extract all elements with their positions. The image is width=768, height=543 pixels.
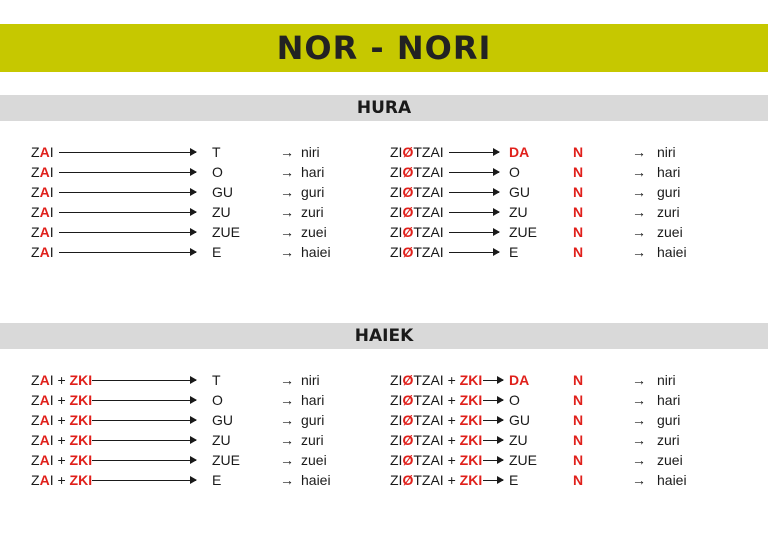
morpheme-part: ZKI — [69, 412, 93, 428]
left-morpheme — [31, 242, 54, 262]
morpheme-part: I — [49, 244, 54, 260]
dative-pronoun: hari — [657, 392, 681, 408]
morpheme-part: ZKI — [69, 472, 93, 488]
arrow-right-icon — [92, 460, 196, 461]
morpheme-part: A — [39, 244, 50, 260]
right-person-marker: E — [509, 244, 519, 260]
morpheme-part: Z — [31, 392, 40, 408]
morpheme-part: A — [39, 184, 50, 200]
person-marker: ZUE — [212, 224, 240, 240]
morpheme-part: ZKI — [459, 392, 483, 408]
morpheme-part: A — [39, 412, 50, 428]
morpheme-part: A — [39, 432, 50, 448]
morpheme-part: Ø — [402, 184, 414, 200]
morpheme-part: Z — [31, 412, 40, 428]
table-row — [0, 222, 768, 242]
morpheme-part: ZI — [390, 144, 403, 160]
morpheme-part: TZAI — [413, 392, 444, 408]
morpheme-part: Z — [31, 144, 40, 160]
arrow-right-icon: → — [280, 472, 294, 488]
morpheme-part: I — [49, 372, 54, 388]
morpheme-part: ZI — [390, 184, 403, 200]
morpheme-part: I — [49, 164, 54, 180]
morpheme-part: ZKI — [69, 372, 93, 388]
morpheme-part: TZAI — [413, 204, 444, 220]
arrow-right-icon — [449, 232, 499, 233]
right-morpheme — [390, 162, 444, 182]
right-morpheme — [390, 222, 444, 242]
morpheme-part: Ø — [402, 224, 414, 240]
morpheme-part: TZAI — [413, 224, 444, 240]
person-marker: E — [212, 472, 222, 488]
right-morpheme — [390, 182, 444, 202]
arrow-right-icon: → — [632, 184, 646, 200]
morpheme-part: Z — [31, 164, 40, 180]
dative-pronoun: zuei — [657, 452, 683, 468]
morpheme-part: ZI — [390, 372, 403, 388]
table-row — [0, 142, 768, 162]
morpheme-part: Ø — [402, 472, 414, 488]
right-morpheme — [390, 430, 482, 450]
dative-pronoun: zuri — [657, 204, 680, 220]
morpheme-part: Ø — [402, 204, 414, 220]
morpheme-part: ZI — [390, 204, 403, 220]
morpheme-part: I — [49, 412, 54, 428]
person-marker: E — [212, 244, 222, 260]
arrow-right-icon: → — [632, 412, 646, 428]
morpheme-part: A — [39, 452, 50, 468]
arrow-right-icon: → — [632, 244, 646, 260]
morpheme-part: A — [39, 144, 50, 160]
morpheme-part: Z — [31, 184, 40, 200]
morpheme-part: + — [53, 432, 70, 448]
arrow-right-icon — [59, 172, 196, 173]
person-marker: O — [212, 164, 223, 180]
dative-pronoun: zuei — [657, 224, 683, 240]
morpheme-part: Ø — [402, 452, 414, 468]
dative-pronoun: guri — [657, 184, 681, 200]
arrow-right-icon: → — [280, 224, 294, 240]
morpheme-part: ZKI — [459, 372, 483, 388]
morpheme-part: ZI — [390, 392, 403, 408]
table-row — [0, 182, 768, 202]
arrow-right-icon: → — [632, 204, 646, 220]
dative-pronoun: guri — [301, 184, 325, 200]
left-morpheme — [31, 390, 92, 410]
left-morpheme — [31, 162, 54, 182]
morpheme-part: Ø — [402, 372, 414, 388]
table-row — [0, 430, 768, 450]
arrow-right-icon — [483, 480, 503, 481]
arrow-right-icon: → — [632, 144, 646, 160]
morpheme-part: Z — [31, 204, 40, 220]
morpheme-part: ZI — [390, 224, 403, 240]
right-person-marker: GU — [509, 184, 530, 200]
morpheme-part: ZKI — [459, 412, 483, 428]
right-morpheme — [390, 470, 482, 490]
n-suffix: N — [573, 224, 584, 240]
person-marker: GU — [212, 412, 233, 428]
arrow-right-icon: → — [632, 164, 646, 180]
left-morpheme — [31, 410, 92, 430]
morpheme-part: TZAI — [413, 164, 444, 180]
right-morpheme — [390, 450, 482, 470]
morpheme-part: ZKI — [459, 452, 483, 468]
n-suffix: N — [573, 204, 584, 220]
dative-pronoun: zuri — [657, 432, 680, 448]
morpheme-part: A — [39, 372, 50, 388]
left-morpheme — [31, 182, 54, 202]
morpheme-part: A — [39, 392, 50, 408]
person-marker: ZUE — [212, 452, 240, 468]
morpheme-part: + — [443, 452, 460, 468]
n-suffix: N — [573, 144, 584, 160]
right-morpheme — [390, 390, 482, 410]
dative-pronoun: zuei — [301, 452, 327, 468]
arrow-right-icon — [59, 252, 196, 253]
n-suffix: N — [573, 432, 584, 448]
left-morpheme — [31, 142, 54, 162]
arrow-right-icon — [59, 192, 196, 193]
arrow-right-icon: → — [632, 452, 646, 468]
morpheme-part: ZI — [390, 164, 403, 180]
left-morpheme — [31, 430, 92, 450]
dative-pronoun: guri — [301, 412, 325, 428]
morpheme-part: ZKI — [69, 452, 93, 468]
morpheme-part: Ø — [402, 164, 414, 180]
dative-pronoun: haiei — [657, 244, 687, 260]
left-morpheme — [31, 202, 54, 222]
arrow-right-icon — [449, 212, 499, 213]
arrow-right-icon — [483, 420, 503, 421]
arrow-right-icon — [59, 152, 196, 153]
person-marker: O — [212, 392, 223, 408]
morpheme-part: TZAI — [413, 144, 444, 160]
morpheme-part: A — [39, 224, 50, 240]
arrow-right-icon — [92, 400, 196, 401]
table-row — [0, 470, 768, 490]
n-suffix: N — [573, 244, 584, 260]
arrow-right-icon — [92, 480, 196, 481]
person-marker: ZU — [212, 432, 231, 448]
page-title: NOR - NORI — [276, 29, 492, 67]
morpheme-part: TZAI — [413, 432, 444, 448]
arrow-right-icon — [449, 192, 499, 193]
table-row — [0, 162, 768, 182]
morpheme-part: + — [443, 432, 460, 448]
dative-pronoun: niri — [301, 372, 320, 388]
right-morpheme — [390, 242, 444, 262]
right-person-marker: DA — [509, 144, 530, 160]
left-morpheme — [31, 470, 92, 490]
dative-pronoun: haiei — [301, 472, 331, 488]
table-row — [0, 410, 768, 430]
arrow-right-icon: → — [632, 224, 646, 240]
arrow-right-icon: → — [280, 412, 294, 428]
morpheme-part: TZAI — [413, 184, 444, 200]
dative-pronoun: hari — [657, 164, 681, 180]
arrow-right-icon — [92, 380, 196, 381]
arrow-right-icon — [483, 380, 503, 381]
morpheme-part: ZI — [390, 244, 403, 260]
n-suffix: N — [573, 412, 584, 428]
morpheme-part: Ø — [402, 244, 414, 260]
section-heading-hura: HURA — [0, 95, 768, 121]
morpheme-part: + — [53, 392, 70, 408]
dative-pronoun: hari — [301, 392, 325, 408]
person-marker: T — [212, 144, 221, 160]
morpheme-part: TZAI — [413, 452, 444, 468]
n-suffix: N — [573, 372, 584, 388]
morpheme-part: + — [443, 472, 460, 488]
right-person-marker: O — [509, 164, 520, 180]
table-row — [0, 242, 768, 262]
morpheme-part: + — [443, 372, 460, 388]
morpheme-part: Z — [31, 432, 40, 448]
n-suffix: N — [573, 392, 584, 408]
morpheme-part: Ø — [402, 144, 414, 160]
section-heading-haiek: HAIEK — [0, 323, 768, 349]
arrow-right-icon: → — [280, 164, 294, 180]
arrow-right-icon: → — [280, 392, 294, 408]
arrow-right-icon — [59, 232, 196, 233]
morpheme-part: + — [53, 372, 70, 388]
dative-pronoun: niri — [657, 372, 676, 388]
morpheme-part: Z — [31, 244, 40, 260]
morpheme-part: I — [49, 144, 54, 160]
left-morpheme — [31, 450, 92, 470]
morpheme-part: TZAI — [413, 372, 444, 388]
morpheme-part: ZKI — [69, 432, 93, 448]
dative-pronoun: guri — [657, 412, 681, 428]
table-row — [0, 370, 768, 390]
morpheme-part: ZI — [390, 472, 403, 488]
dative-pronoun: niri — [301, 144, 320, 160]
morpheme-part: I — [49, 392, 54, 408]
morpheme-part: ZI — [390, 432, 403, 448]
arrow-right-icon: → — [632, 472, 646, 488]
right-person-marker: ZU — [509, 432, 528, 448]
right-person-marker: ZUE — [509, 224, 537, 240]
n-suffix: N — [573, 184, 584, 200]
morpheme-part: I — [49, 432, 54, 448]
morpheme-part: Ø — [402, 392, 414, 408]
morpheme-part: + — [53, 472, 70, 488]
arrow-right-icon: → — [280, 372, 294, 388]
arrow-right-icon — [483, 440, 503, 441]
morpheme-part: Z — [31, 472, 40, 488]
person-marker: GU — [212, 184, 233, 200]
morpheme-part: A — [39, 472, 50, 488]
arrow-right-icon: → — [632, 372, 646, 388]
arrow-right-icon — [59, 212, 196, 213]
right-person-marker: DA — [509, 372, 530, 388]
right-morpheme — [390, 142, 444, 162]
right-person-marker: ZU — [509, 204, 528, 220]
right-person-marker: GU — [509, 412, 530, 428]
person-marker: ZU — [212, 204, 231, 220]
morpheme-part: Z — [31, 224, 40, 240]
arrow-right-icon: → — [280, 204, 294, 220]
arrow-right-icon — [92, 420, 196, 421]
dative-pronoun: zuei — [301, 224, 327, 240]
right-person-marker: E — [509, 472, 519, 488]
morpheme-part: + — [53, 412, 70, 428]
right-morpheme — [390, 410, 482, 430]
morpheme-part: Z — [31, 372, 40, 388]
arrow-right-icon — [483, 460, 503, 461]
dative-pronoun: haiei — [301, 244, 331, 260]
dative-pronoun: zuri — [301, 204, 324, 220]
arrow-right-icon: → — [632, 392, 646, 408]
morpheme-part: I — [49, 184, 54, 200]
table-row — [0, 450, 768, 470]
morpheme-part: TZAI — [413, 472, 444, 488]
morpheme-part: Ø — [402, 432, 414, 448]
right-morpheme — [390, 370, 482, 390]
morpheme-part: TZAI — [413, 412, 444, 428]
right-morpheme — [390, 202, 444, 222]
arrow-right-icon: → — [280, 244, 294, 260]
right-person-marker: ZUE — [509, 452, 537, 468]
morpheme-part: TZAI — [413, 244, 444, 260]
table-row — [0, 202, 768, 222]
right-person-marker: O — [509, 392, 520, 408]
dative-pronoun: hari — [301, 164, 325, 180]
n-suffix: N — [573, 452, 584, 468]
morpheme-part: ZKI — [459, 472, 483, 488]
table-row — [0, 390, 768, 410]
morpheme-part: + — [443, 412, 460, 428]
arrow-right-icon — [92, 440, 196, 441]
arrow-right-icon — [483, 400, 503, 401]
arrow-right-icon: → — [280, 144, 294, 160]
morpheme-part: ZI — [390, 452, 403, 468]
arrow-right-icon — [449, 152, 499, 153]
arrow-right-icon — [449, 172, 499, 173]
morpheme-part: ZI — [390, 412, 403, 428]
morpheme-part: ZKI — [69, 392, 93, 408]
dative-pronoun: zuri — [301, 432, 324, 448]
person-marker: T — [212, 372, 221, 388]
morpheme-part: I — [49, 472, 54, 488]
left-morpheme — [31, 370, 92, 390]
morpheme-part: I — [49, 224, 54, 240]
arrow-right-icon: → — [280, 432, 294, 448]
morpheme-part: + — [53, 452, 70, 468]
arrow-right-icon: → — [280, 184, 294, 200]
n-suffix: N — [573, 472, 584, 488]
morpheme-part: I — [49, 452, 54, 468]
arrow-right-icon: → — [280, 452, 294, 468]
morpheme-part: ZKI — [459, 432, 483, 448]
morpheme-part: A — [39, 204, 50, 220]
morpheme-part: + — [443, 392, 460, 408]
dative-pronoun: niri — [657, 144, 676, 160]
morpheme-part: Z — [31, 452, 40, 468]
morpheme-part: A — [39, 164, 50, 180]
left-morpheme — [31, 222, 54, 242]
morpheme-part: I — [49, 204, 54, 220]
n-suffix: N — [573, 164, 584, 180]
arrow-right-icon: → — [632, 432, 646, 448]
dative-pronoun: haiei — [657, 472, 687, 488]
morpheme-part: Ø — [402, 412, 414, 428]
arrow-right-icon — [449, 252, 499, 253]
